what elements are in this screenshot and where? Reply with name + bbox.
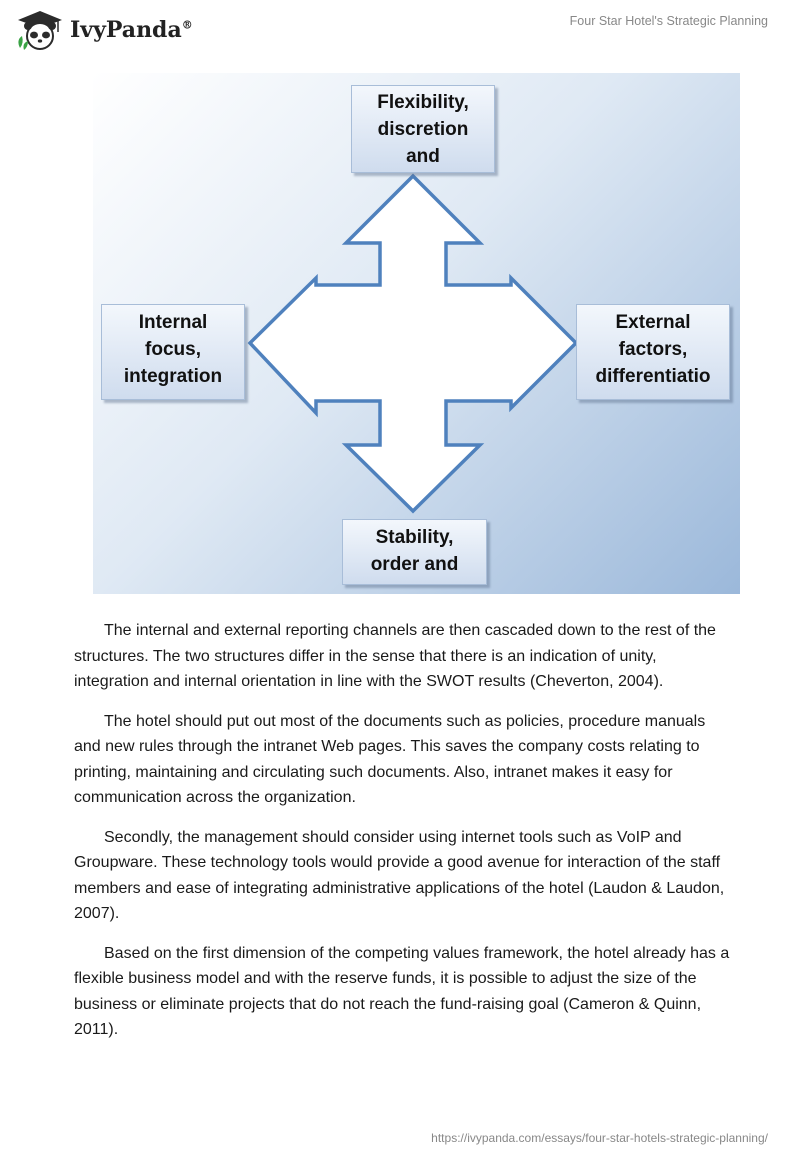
paragraph: Based on the first dimension of the competing values framework, the hotel already has a flexible business model and with the reserve funds, it is possible to adjust the size of the business or eliminate projects that do not reach the fund-raising goal (Cameron & Quinn, 2011). xyxy=(74,944,730,1038)
paragraph: The hotel should put out most of the documents such as policies, procedure manuals and new rules through the intranet Web pages. This saves the company costs relating to printing, maintaining and circulating such documents. Also, intranet makes it easy for communication across the organization. xyxy=(74,712,706,806)
competing-values-diagram xyxy=(93,73,740,594)
panda-graduate-icon xyxy=(14,8,66,52)
stability-order-box: Stability, order and xyxy=(342,519,487,585)
source-url-link[interactable]: https://ivypanda.com/essays/four-star-hotels-strategic-planning/ xyxy=(431,1131,768,1145)
flexibility-discretion-box: Flexibility, discretion and xyxy=(351,85,495,173)
internal-focus-integration-box: Internal focus, integration xyxy=(101,304,245,400)
logo-wordmark: IvyPanda® xyxy=(70,17,193,43)
paragraph: The internal and external reporting channels are then cascaded down to the rest of the structures. The two structures differ in the sense that there is an indication of unity, integration and internal orientation in line with the SWOT results (Cheverton, 2004). xyxy=(74,622,716,690)
document-title: Four Star Hotel's Strategic Planning xyxy=(569,14,768,28)
paragraph: Secondly, the management should consider using internet tools such as VoIP and Groupware. These technology tools would provide a good avenue for interaction of the staff members and ease of integrating administrative applications of the hotel (Laudon & Laudon, 2007). xyxy=(74,828,725,922)
ivypanda-logo[interactable] xyxy=(14,8,193,52)
page-header xyxy=(0,0,800,60)
essay-body xyxy=(74,618,734,1057)
external-factors-differentiation-box: External factors, differentiatio xyxy=(576,304,730,400)
